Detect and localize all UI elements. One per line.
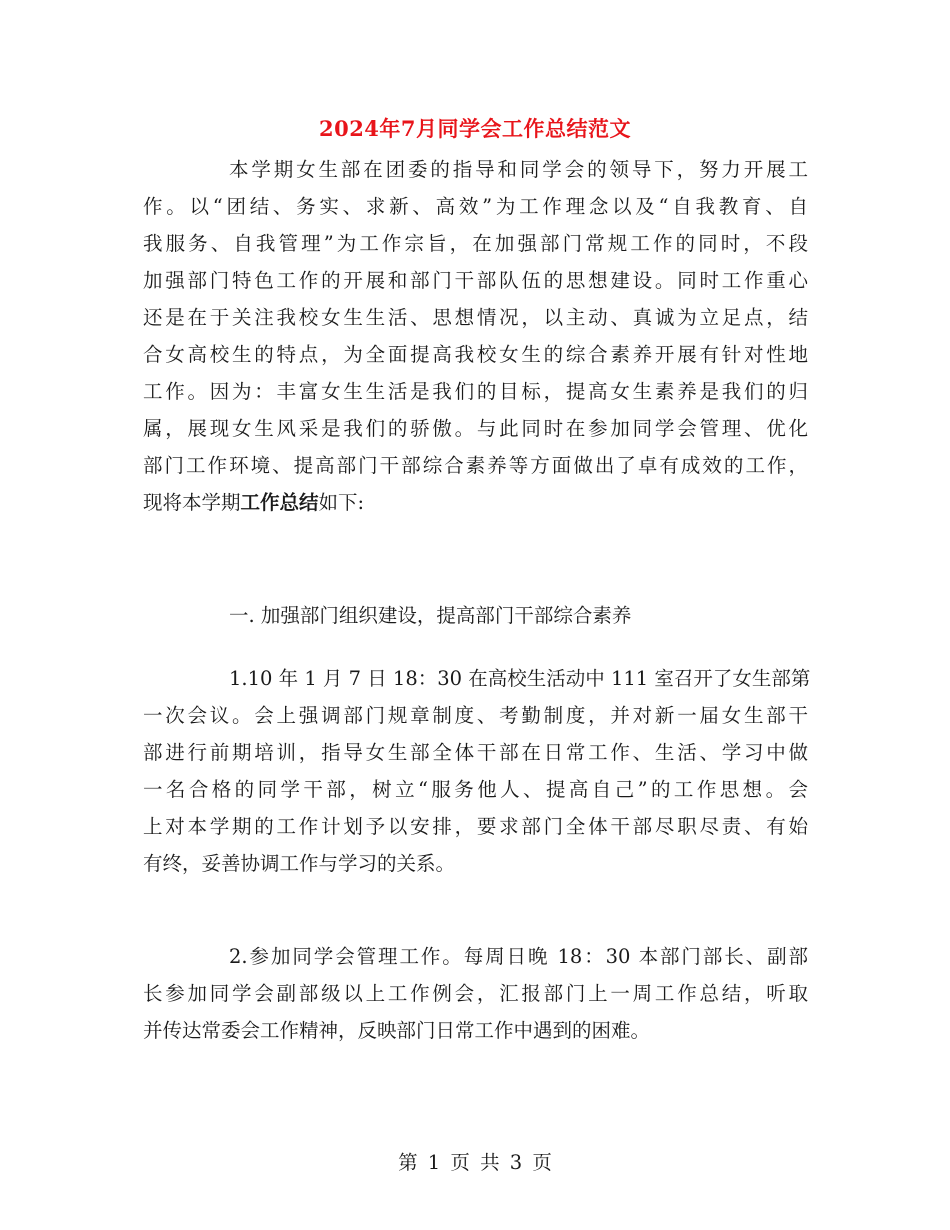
paragraph-line: 有终，妥善协调工作与学习的关系。: [143, 852, 456, 875]
document-title: 2024年7月同学会工作总结范文: [318, 116, 632, 141]
paragraph-line: 长参加同学会副部级以上工作例会，汇报部门上一周工作总结，听取: [143, 982, 808, 1005]
paragraph-line: 部进行前期培训，指导女生部全体干部在日常工作、生活、学习中做: [143, 741, 808, 764]
item-1-paragraph: [143, 660, 811, 882]
text-run: 如下:: [318, 491, 365, 514]
paragraph-line: 一名合格的同学干部，树立“服务他人、提高自己”的工作思想。会: [143, 778, 808, 801]
paragraph-line: 并传达常委会工作精神，反映部门日常工作中遇到的困难。: [143, 1019, 651, 1042]
page-number-footer: 第 1 页 共 3 页: [398, 1151, 552, 1174]
bold-keyword: 工作总结: [240, 491, 319, 514]
paragraph-line: [143, 484, 808, 521]
paragraph-line: 部门工作环境、提高部门干部综合素养等方面做出了卓有成效的工作，: [143, 454, 808, 477]
paragraph-line: 1.10 年 1 月 7 日 18：30 在高校生活动中 111 室召开了女生部第: [229, 667, 811, 690]
paragraph-line: 还是在于关注我校女生生活、思想情况，以主动、真诚为立足点，结: [143, 306, 808, 329]
paragraph-line: 2.参加同学会管理工作。每周日晚 18：30 本部门部长、副部: [229, 945, 808, 968]
paragraph-line: 加强部门特色工作的开展和部门干部队伍的思想建设。同时工作重心: [143, 269, 808, 292]
paragraph-line: 我服务、自我管理”为工作宗旨，在加强部门常规工作的同时，不段: [143, 232, 808, 255]
text-run: 现将本学期: [143, 491, 241, 514]
paragraph-line: 作。以“团结、务实、求新、高效”为工作理念以及“自我教育、自: [143, 195, 808, 218]
paragraph-line: 本学期女生部在团委的指导和同学会的领导下，努力开展工: [229, 158, 808, 181]
item-2-paragraph: [143, 938, 808, 1049]
intro-paragraph: [143, 151, 808, 521]
paragraph-line: 上对本学期的工作计划予以安排，要求部门全体干部尽职尽责、有始: [143, 815, 808, 838]
paragraph-line: 工作。因为：丰富女生生活是我们的目标，提高女生素养是我们的归: [143, 380, 808, 403]
paragraph-line: 属，展现女生风采是我们的骄傲。与此同时在参加同学会管理、优化: [143, 417, 808, 440]
paragraph-line: 一次会议。会上强调部门规章制度、考勤制度，并对新一届女生部干: [143, 704, 808, 727]
section-heading-block: [143, 597, 808, 634]
section-heading: 一. 加强部门组织建设，提高部门干部综合素养: [229, 604, 632, 627]
paragraph-line: 合女高校生的特点，为全面提高我校女生的综合素养开展有针对性地: [143, 343, 808, 366]
